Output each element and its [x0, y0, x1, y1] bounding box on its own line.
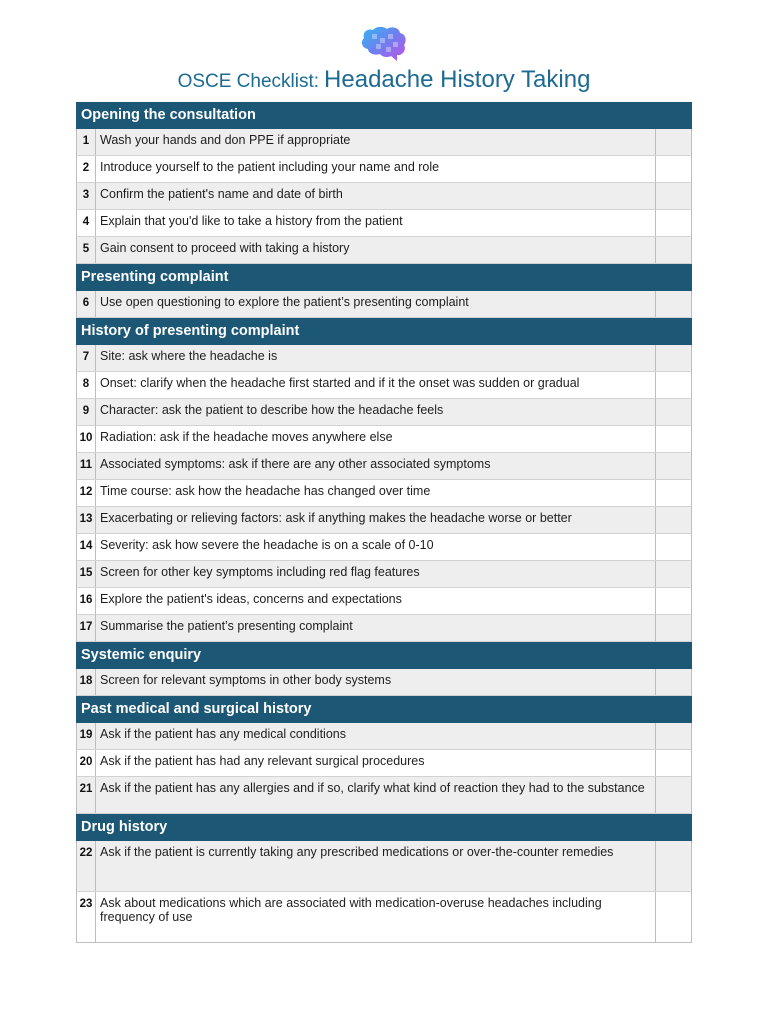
- checkbox-cell[interactable]: [656, 588, 691, 614]
- checkbox-cell[interactable]: [656, 615, 691, 641]
- checklist-row: [76, 183, 692, 210]
- item-number: 20: [77, 750, 96, 776]
- checklist-row: [76, 615, 692, 642]
- checklist-row: [76, 291, 692, 318]
- checkbox-cell[interactable]: [656, 723, 691, 749]
- checkbox-cell[interactable]: [656, 399, 691, 425]
- brain-icon: [360, 26, 408, 64]
- item-text: Explore the patient's ideas, concerns and expectations: [96, 588, 656, 614]
- item-number: 10: [77, 426, 96, 452]
- item-text: Screen for relevant symptoms in other body systems: [96, 669, 656, 695]
- checklist-row: [76, 210, 692, 237]
- item-number: 18: [77, 669, 96, 695]
- item-number: 7: [77, 345, 96, 371]
- item-text: Gain consent to proceed with taking a history: [96, 237, 656, 263]
- checkbox-cell[interactable]: [656, 453, 691, 479]
- item-number: 5: [77, 237, 96, 263]
- checkbox-cell[interactable]: [656, 156, 691, 182]
- checklist-row: [76, 372, 692, 399]
- checklist-row: [76, 841, 692, 892]
- checklist-row: [76, 399, 692, 426]
- item-text: Radiation: ask if the headache moves anywhere else: [96, 426, 656, 452]
- item-text: Severity: ask how severe the headache is on a scale of 0-10: [96, 534, 656, 560]
- checklist-row: [76, 588, 692, 615]
- title-prefix: OSCE Checklist:: [177, 71, 320, 92]
- checkbox-cell[interactable]: [656, 892, 691, 942]
- section-header: History of presenting complaint: [76, 318, 692, 345]
- checkbox-cell[interactable]: [656, 129, 691, 155]
- item-text: Screen for other key symptoms including red flag features: [96, 561, 656, 587]
- checklist-row: [76, 480, 692, 507]
- checklist-table: [76, 102, 692, 943]
- item-number: 8: [77, 372, 96, 398]
- item-number: 22: [77, 841, 96, 891]
- item-number: 19: [77, 723, 96, 749]
- item-number: 14: [77, 534, 96, 560]
- checkbox-cell[interactable]: [656, 669, 691, 695]
- checklist-row: [76, 534, 692, 561]
- section-header: Opening the consultation: [76, 102, 692, 129]
- item-number: 21: [77, 777, 96, 813]
- item-text: Ask if the patient has any medical conditions: [96, 723, 656, 749]
- section-header: Drug history: [76, 814, 692, 841]
- checklist-row: [76, 345, 692, 372]
- checkbox-cell[interactable]: [656, 480, 691, 506]
- checklist-row: [76, 237, 692, 264]
- section-header: Systemic enquiry: [76, 642, 692, 669]
- section-header: Presenting complaint: [76, 264, 692, 291]
- checkbox-cell[interactable]: [656, 426, 691, 452]
- checkbox-cell[interactable]: [656, 561, 691, 587]
- item-number: 13: [77, 507, 96, 533]
- checklist-row: [76, 777, 692, 814]
- page-title: [0, 66, 768, 94]
- checklist-row: [76, 669, 692, 696]
- title-main: Headache History Taking: [324, 66, 591, 93]
- item-number: 16: [77, 588, 96, 614]
- checkbox-cell[interactable]: [656, 183, 691, 209]
- item-number: 15: [77, 561, 96, 587]
- checklist-row: [76, 507, 692, 534]
- item-text: Time course: ask how the headache has changed over time: [96, 480, 656, 506]
- item-text: Ask if the patient has any allergies and if so, clarify what kind of reaction they had to the substance: [96, 777, 656, 813]
- item-number: 17: [77, 615, 96, 641]
- item-number: 1: [77, 129, 96, 155]
- checklist-row: [76, 156, 692, 183]
- item-number: 9: [77, 399, 96, 425]
- item-text: Exacerbating or relieving factors: ask if anything makes the headache worse or better: [96, 507, 656, 533]
- item-text: Ask about medications which are associated with medication-overuse headaches including frequency of use: [96, 892, 656, 942]
- checkbox-cell[interactable]: [656, 507, 691, 533]
- section-header: Past medical and surgical history: [76, 696, 692, 723]
- item-text: Explain that you'd like to take a history from the patient: [96, 210, 656, 236]
- checkbox-cell[interactable]: [656, 291, 691, 317]
- item-text: Introduce yourself to the patient including your name and role: [96, 156, 656, 182]
- item-number: 4: [77, 210, 96, 236]
- checklist-row: [76, 750, 692, 777]
- item-text: Confirm the patient's name and date of birth: [96, 183, 656, 209]
- item-number: 11: [77, 453, 96, 479]
- checkbox-cell[interactable]: [656, 345, 691, 371]
- item-text: Associated symptoms: ask if there are any other associated symptoms: [96, 453, 656, 479]
- item-text: Summarise the patient’s presenting complaint: [96, 615, 656, 641]
- item-text: Ask if the patient is currently taking any prescribed medications or over-the-counter remedies: [96, 841, 656, 891]
- item-number: 6: [77, 291, 96, 317]
- item-text: Use open questioning to explore the patient’s presenting complaint: [96, 291, 656, 317]
- checklist-row: [76, 453, 692, 480]
- item-number: 23: [77, 892, 96, 942]
- checklist-row: [76, 723, 692, 750]
- checkbox-cell[interactable]: [656, 841, 691, 891]
- checklist-row: [76, 129, 692, 156]
- checkbox-cell[interactable]: [656, 372, 691, 398]
- item-number: 12: [77, 480, 96, 506]
- checkbox-cell[interactable]: [656, 237, 691, 263]
- item-text: Site: ask where the headache is: [96, 345, 656, 371]
- item-number: 3: [77, 183, 96, 209]
- checklist-row: [76, 426, 692, 453]
- item-text: Ask if the patient has had any relevant surgical procedures: [96, 750, 656, 776]
- item-number: 2: [77, 156, 96, 182]
- item-text: Onset: clarify when the headache first started and if it the onset was sudden or gradual: [96, 372, 656, 398]
- checkbox-cell[interactable]: [656, 210, 691, 236]
- item-text: Wash your hands and don PPE if appropriate: [96, 129, 656, 155]
- checklist-row: [76, 561, 692, 588]
- checkbox-cell[interactable]: [656, 777, 691, 813]
- checkbox-cell[interactable]: [656, 534, 691, 560]
- checkbox-cell[interactable]: [656, 750, 691, 776]
- item-text: Character: ask the patient to describe how the headache feels: [96, 399, 656, 425]
- checklist-row: [76, 892, 692, 943]
